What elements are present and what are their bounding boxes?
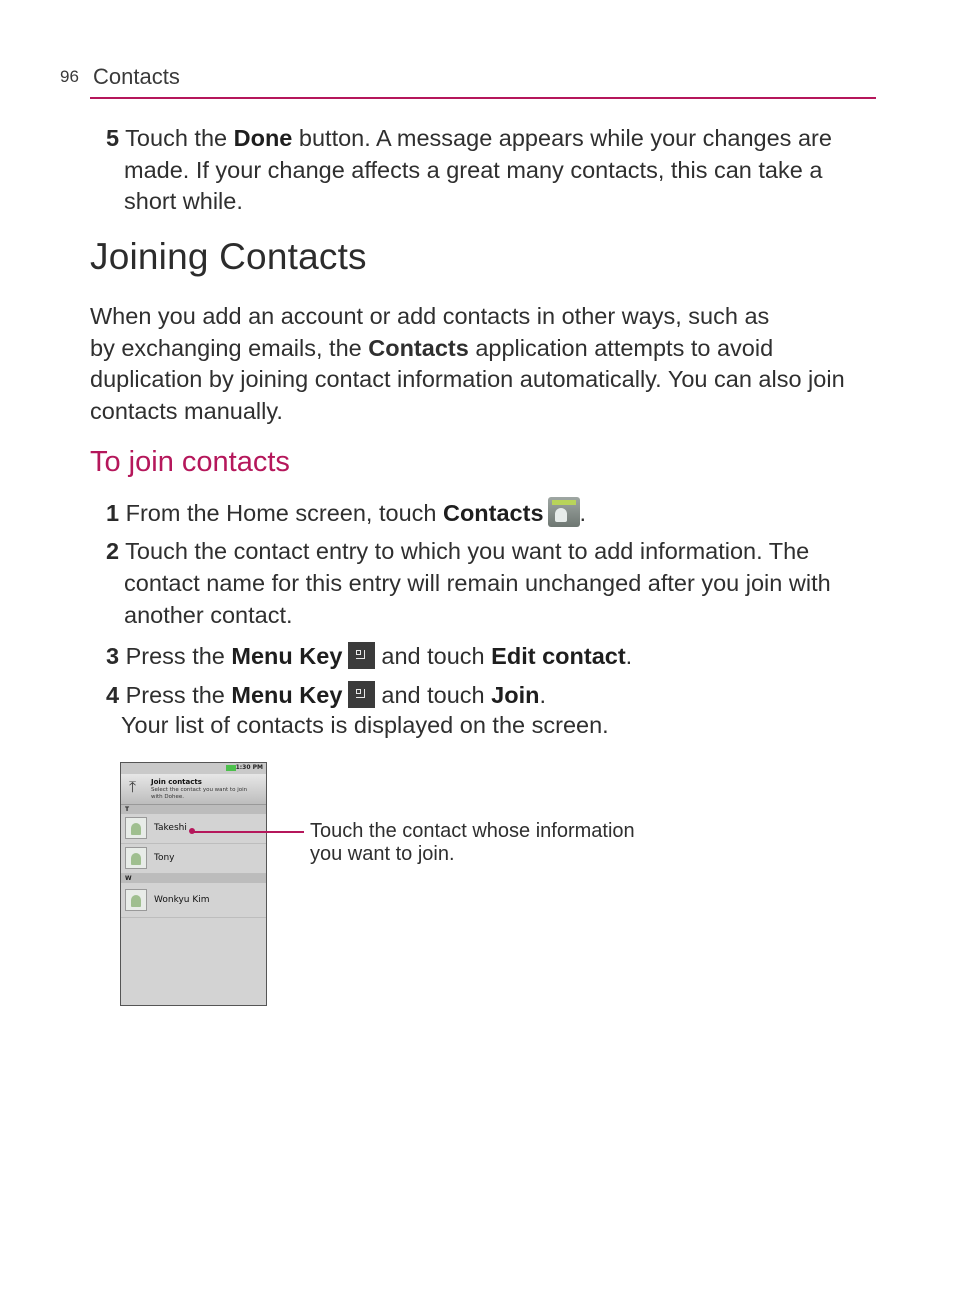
intro-line-4: contacts manually. bbox=[90, 398, 283, 424]
avatar-icon bbox=[125, 817, 147, 839]
contact-row-wonkyu-kim[interactable] bbox=[121, 883, 266, 918]
join-contacts-titlebar bbox=[121, 774, 266, 805]
step-number: 5 bbox=[106, 125, 120, 151]
section-subtitle: To join contacts bbox=[90, 446, 290, 478]
callout-line bbox=[192, 831, 304, 833]
intro-line-3: duplication by joining contact information automatically. You can also join bbox=[90, 366, 845, 392]
section-letter: W bbox=[121, 874, 266, 883]
section-letter: T bbox=[121, 805, 266, 814]
step-1: 1 From the Home screen, touch Contacts . bbox=[106, 497, 586, 529]
menu-key-icon bbox=[348, 642, 375, 669]
step-2-line-3: another contact. bbox=[124, 602, 293, 628]
status-bar bbox=[121, 763, 266, 774]
contact-name: Tony bbox=[154, 853, 175, 863]
status-time: 1:30 PM bbox=[235, 764, 263, 771]
intro-line-2: by exchanging emails, the Contacts application attempts to avoid bbox=[90, 335, 774, 361]
list-empty-area bbox=[121, 918, 266, 1006]
step-5-line-3: short while. bbox=[124, 188, 243, 214]
contacts-app-icon bbox=[548, 497, 580, 527]
step-4-line-2: Your list of contacts is displayed on the screen. bbox=[121, 712, 609, 738]
page-number: 96 bbox=[60, 67, 79, 86]
battery-icon bbox=[226, 765, 236, 771]
avatar-icon bbox=[125, 847, 147, 869]
phone-screenshot bbox=[120, 762, 267, 1006]
done-label: Done bbox=[233, 125, 293, 151]
phone-title: Join contacts bbox=[151, 778, 202, 786]
callout-text: Touch the contact whose information you want to join. bbox=[310, 820, 635, 865]
phone-subtitle: Select the contact you want to join with Dohee. bbox=[151, 787, 248, 800]
step-5: 5 Touch the Done button. A message appears while your changes are bbox=[106, 125, 832, 151]
join-arrow-icon: ⤒ bbox=[129, 777, 137, 796]
page-title: Joining Contacts bbox=[90, 236, 367, 277]
step-4: 4 Press the Menu Key and touch Join. bbox=[106, 682, 547, 708]
contact-row-tony[interactable] bbox=[121, 844, 266, 874]
intro-line-1: When you add an account or add contacts in other ways, such as bbox=[90, 303, 770, 329]
step-5-line-2: made. If your change affects a great many contacts, this can take a bbox=[124, 157, 823, 183]
contact-name: Wonkyu Kim bbox=[154, 895, 210, 905]
header-rule bbox=[90, 97, 876, 99]
menu-key-icon bbox=[348, 681, 375, 708]
step-2-line-2: contact name for this entry will remain unchanged after you join with bbox=[124, 570, 831, 596]
avatar-icon bbox=[125, 889, 147, 911]
step-3: 3 Press the Menu Key and touch Edit contact. bbox=[106, 643, 633, 669]
page-header bbox=[60, 62, 876, 99]
section-title: Contacts bbox=[93, 64, 180, 89]
contact-name: Takeshi bbox=[154, 823, 187, 833]
step-2: 2 Touch the contact entry to which you want to add information. The bbox=[106, 538, 810, 564]
contacts-app-label: Contacts bbox=[368, 335, 469, 361]
